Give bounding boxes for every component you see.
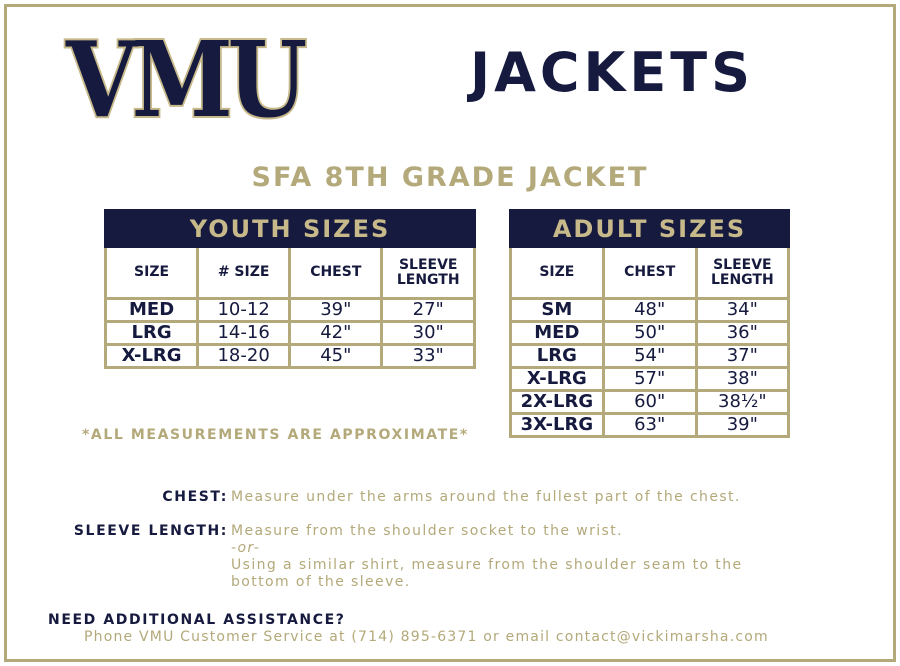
chest-definition-text: Measure under the arms around the fullest part of the chest. — [231, 489, 741, 505]
or-separator: -or- — [231, 540, 261, 556]
chest-cell: 63" — [603, 414, 696, 437]
logo-text: VMU — [65, 18, 306, 141]
assistance-heading: NEED ADDITIONAL ASSISTANCE? — [48, 612, 346, 628]
sleeve-cell: 30" — [382, 322, 475, 345]
table-row — [511, 414, 789, 437]
sleeve-alt-line-1: Using a similar shirt, measure from the shoulder seam to the — [231, 557, 743, 573]
sleeve-cell: 33" — [382, 345, 475, 368]
table-row — [511, 368, 789, 391]
size-cell: X-LRG — [106, 345, 198, 368]
sleeve-definition-block — [231, 523, 742, 591]
size-cell: X-LRG — [511, 368, 604, 391]
size-cell: MED — [511, 322, 604, 345]
product-subtitle: SFA 8TH GRADE JACKET — [251, 162, 649, 193]
sleeve-definition-text: Measure from the shoulder socket to the wrist. — [231, 523, 623, 539]
sleeve-cell: 34" — [696, 299, 788, 322]
youth-caption: YOUTH SIZES — [106, 211, 475, 247]
chest-cell: 48" — [603, 299, 696, 322]
number-size-cell: 10-12 — [198, 299, 290, 322]
number-size-cell: 18-20 — [198, 345, 290, 368]
table-row — [511, 299, 789, 322]
sleeve-cell: 36" — [696, 322, 788, 345]
sleeve-alt-line-2: bottom of the sleeve. — [231, 574, 411, 590]
chest-cell: 54" — [603, 345, 696, 368]
youth-size-table — [104, 209, 476, 369]
table-row — [511, 391, 789, 414]
col-header: CHEST — [603, 247, 696, 299]
sleeve-cell: 37" — [696, 345, 788, 368]
col-header: SIZE — [106, 247, 198, 299]
sleeve-cell: 27" — [382, 299, 475, 322]
size-cell: SM — [511, 299, 604, 322]
table-row — [106, 299, 475, 322]
table-row — [106, 322, 475, 345]
approximate-note: *ALL MEASUREMENTS ARE APPROXIMATE* — [82, 427, 469, 443]
col-header: SLEEVE LENGTH — [696, 247, 788, 299]
size-cell: 2X-LRG — [511, 391, 604, 414]
vmu-logo — [62, 18, 306, 141]
chest-cell: 45" — [290, 345, 382, 368]
sleeve-definition-label: SLEEVE LENGTH: — [73, 523, 228, 539]
col-header: # SIZE — [198, 247, 290, 299]
chest-definition-label: CHEST: — [162, 489, 228, 505]
table-row — [511, 345, 789, 368]
size-cell: LRG — [106, 322, 198, 345]
adult-caption: ADULT SIZES — [511, 211, 789, 247]
chest-cell: 39" — [290, 299, 382, 322]
col-header: SIZE — [511, 247, 604, 299]
size-cell: 3X-LRG — [511, 414, 604, 437]
chest-cell: 60" — [603, 391, 696, 414]
number-size-cell: 14-16 — [198, 322, 290, 345]
chest-cell: 57" — [603, 368, 696, 391]
table-row — [511, 322, 789, 345]
chest-cell: 42" — [290, 322, 382, 345]
col-header: SLEEVE LENGTH — [382, 247, 475, 299]
sleeve-cell: 38" — [696, 368, 788, 391]
page-title: JACKETS — [470, 41, 754, 104]
col-header: CHEST — [290, 247, 382, 299]
size-cell: MED — [106, 299, 198, 322]
assistance-contact-text: Phone VMU Customer Service at (714) 895-6371 or email contact@vickimarsha.com — [84, 629, 769, 645]
table-row — [106, 345, 475, 368]
size-cell: LRG — [511, 345, 604, 368]
chest-cell: 50" — [603, 322, 696, 345]
adult-size-table — [509, 209, 790, 438]
sleeve-cell: 39" — [696, 414, 788, 437]
sleeve-cell: 38½" — [696, 391, 788, 414]
